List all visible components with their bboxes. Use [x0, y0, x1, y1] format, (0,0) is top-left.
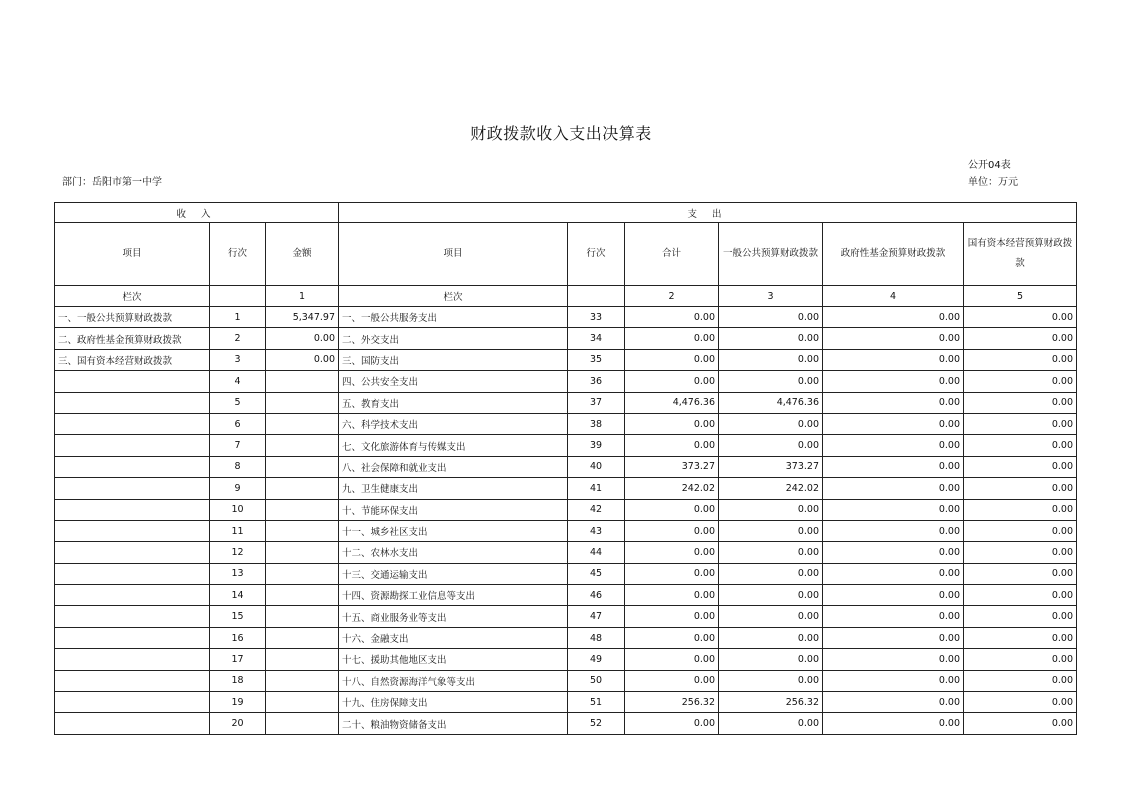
income-row-no-cell: 9 [210, 478, 266, 499]
expense-row-no-cell: 47 [568, 606, 625, 627]
table-row [55, 307, 1077, 328]
table-row [55, 585, 1077, 606]
table-row [55, 478, 1077, 499]
total-cell: 0.00 [625, 649, 719, 670]
expense-index-label: 栏次 [339, 286, 568, 307]
income-amount-cell [266, 456, 339, 477]
general-budget-cell: 0.00 [719, 499, 823, 520]
state-capital-cell: 0.00 [964, 371, 1077, 392]
income-item-cell: 三、国有资本经营财政拨款 [55, 349, 210, 370]
expense-item-cell: 五、教育支出 [339, 392, 568, 413]
total-cell: 0.00 [625, 606, 719, 627]
total-cell: 0.00 [625, 713, 719, 734]
income-item-cell [55, 627, 210, 648]
income-section-header: 收 入 [55, 203, 339, 223]
income-row-no-cell: 4 [210, 371, 266, 392]
section-header-row [55, 203, 1077, 223]
gov-fund-cell: 0.00 [823, 627, 964, 648]
expense-row-no-cell: 38 [568, 413, 625, 434]
total-cell: 373.27 [625, 456, 719, 477]
income-amount-index: 1 [266, 286, 339, 307]
expense-row-no-cell: 41 [568, 478, 625, 499]
gov-fund-cell: 0.00 [823, 713, 964, 734]
income-row-no-cell: 2 [210, 328, 266, 349]
general-budget-cell: 0.00 [719, 371, 823, 392]
general-budget-cell: 0.00 [719, 413, 823, 434]
table-row [55, 713, 1077, 734]
general-budget-cell: 4,476.36 [719, 392, 823, 413]
table-row [55, 499, 1077, 520]
income-row-no-header: 行次 [210, 223, 266, 286]
state-capital-cell: 0.00 [964, 478, 1077, 499]
gov-fund-cell: 0.00 [823, 392, 964, 413]
total-cell: 4,476.36 [625, 392, 719, 413]
column-header-row [55, 223, 1077, 286]
gov-fund-cell: 0.00 [823, 328, 964, 349]
income-item-header: 项目 [55, 223, 210, 286]
income-row-no-cell: 7 [210, 435, 266, 456]
income-amount-cell: 0.00 [266, 349, 339, 370]
income-item-cell [55, 435, 210, 456]
table-row [55, 456, 1077, 477]
table-row [55, 435, 1077, 456]
income-row-no-cell: 6 [210, 413, 266, 434]
state-capital-cell: 0.00 [964, 563, 1077, 584]
income-row-no-cell: 19 [210, 692, 266, 713]
income-amount-cell [266, 435, 339, 456]
income-item-cell [55, 563, 210, 584]
income-item-cell [55, 649, 210, 670]
gov-fund-cell: 0.00 [823, 371, 964, 392]
gov-fund-cell: 0.00 [823, 456, 964, 477]
expense-item-cell: 七、文化旅游体育与传媒支出 [339, 435, 568, 456]
gov-fund-cell: 0.00 [823, 649, 964, 670]
expense-row-no-cell: 44 [568, 542, 625, 563]
table-row [55, 649, 1077, 670]
income-amount-cell [266, 542, 339, 563]
total-cell: 242.02 [625, 478, 719, 499]
income-item-cell [55, 520, 210, 541]
income-amount-cell: 5,347.97 [266, 307, 339, 328]
general-budget-index: 3 [719, 286, 823, 307]
state-capital-cell: 0.00 [964, 585, 1077, 606]
gov-fund-cell: 0.00 [823, 692, 964, 713]
expense-row-no-cell: 52 [568, 713, 625, 734]
total-cell: 0.00 [625, 349, 719, 370]
income-row-no-cell: 14 [210, 585, 266, 606]
state-capital-cell: 0.00 [964, 627, 1077, 648]
income-item-cell [55, 499, 210, 520]
expense-item-cell: 十四、资源勘探工业信息等支出 [339, 585, 568, 606]
income-amount-cell [266, 627, 339, 648]
income-item-cell: 二、政府性基金预算财政拨款 [55, 328, 210, 349]
general-budget-header: 一般公共预算财政拨款 [719, 223, 823, 286]
state-capital-cell: 0.00 [964, 349, 1077, 370]
income-amount-header: 金额 [266, 223, 339, 286]
table-row [55, 542, 1077, 563]
gov-fund-cell: 0.00 [823, 585, 964, 606]
income-amount-cell [266, 371, 339, 392]
expense-row-no-cell: 49 [568, 649, 625, 670]
expense-row-no-cell: 43 [568, 520, 625, 541]
income-row-no-cell: 10 [210, 499, 266, 520]
expense-row-no-cell: 51 [568, 692, 625, 713]
expense-item-cell: 三、国防支出 [339, 349, 568, 370]
income-item-cell [55, 371, 210, 392]
expense-item-cell: 十八、自然资源海洋气象等支出 [339, 670, 568, 691]
expense-section-header: 支 出 [339, 203, 1077, 223]
income-row-index [210, 286, 266, 307]
table-row [55, 563, 1077, 584]
state-capital-cell: 0.00 [964, 456, 1077, 477]
general-budget-cell: 0.00 [719, 328, 823, 349]
income-row-no-cell: 5 [210, 392, 266, 413]
table-row [55, 692, 1077, 713]
table-row [55, 606, 1077, 627]
state-capital-cell: 0.00 [964, 692, 1077, 713]
general-budget-cell: 242.02 [719, 478, 823, 499]
expense-item-cell: 四、公共安全支出 [339, 371, 568, 392]
gov-fund-cell: 0.00 [823, 413, 964, 434]
state-capital-cell: 0.00 [964, 307, 1077, 328]
state-capital-cell: 0.00 [964, 499, 1077, 520]
table-row [55, 328, 1077, 349]
table-row [55, 627, 1077, 648]
expense-row-no-cell: 37 [568, 392, 625, 413]
general-budget-cell: 373.27 [719, 456, 823, 477]
general-budget-cell: 0.00 [719, 349, 823, 370]
expense-row-no-cell: 50 [568, 670, 625, 691]
income-item-cell [55, 413, 210, 434]
expense-row-no-cell: 48 [568, 627, 625, 648]
expense-row-no-cell: 42 [568, 499, 625, 520]
form-number: 公开04表 [968, 160, 1011, 171]
general-budget-cell: 0.00 [719, 520, 823, 541]
income-row-no-cell: 20 [210, 713, 266, 734]
total-cell: 0.00 [625, 542, 719, 563]
gov-fund-cell: 0.00 [823, 563, 964, 584]
income-row-no-cell: 3 [210, 349, 266, 370]
expense-row-index [568, 286, 625, 307]
expense-row-no-cell: 36 [568, 371, 625, 392]
state-capital-cell: 0.00 [964, 713, 1077, 734]
income-item-cell [55, 606, 210, 627]
total-cell: 0.00 [625, 585, 719, 606]
income-amount-cell [266, 392, 339, 413]
income-amount-cell [266, 563, 339, 584]
state-capital-cell: 0.00 [964, 413, 1077, 434]
income-amount-cell [266, 585, 339, 606]
state-capital-cell: 0.00 [964, 328, 1077, 349]
expense-item-cell: 十六、金融支出 [339, 627, 568, 648]
expense-row-no-cell: 40 [568, 456, 625, 477]
report-title: 财政拨款收入支出决算表 [470, 124, 652, 143]
total-cell: 0.00 [625, 413, 719, 434]
gov-fund-cell: 0.00 [823, 520, 964, 541]
expense-item-cell: 十一、城乡社区支出 [339, 520, 568, 541]
income-row-no-cell: 13 [210, 563, 266, 584]
gov-fund-cell: 0.00 [823, 670, 964, 691]
expense-row-no-cell: 39 [568, 435, 625, 456]
gov-fund-cell: 0.00 [823, 478, 964, 499]
expense-item-cell: 十五、商业服务业等支出 [339, 606, 568, 627]
income-item-cell [55, 670, 210, 691]
total-cell: 0.00 [625, 435, 719, 456]
income-amount-cell [266, 606, 339, 627]
expense-row-no-cell: 34 [568, 328, 625, 349]
gov-fund-cell: 0.00 [823, 349, 964, 370]
expense-item-cell: 八、社会保障和就业支出 [339, 456, 568, 477]
gov-fund-cell: 0.00 [823, 542, 964, 563]
income-item-cell [55, 585, 210, 606]
income-amount-cell [266, 692, 339, 713]
general-budget-cell: 0.00 [719, 627, 823, 648]
income-amount-cell [266, 670, 339, 691]
expense-item-cell: 十二、农林水支出 [339, 542, 568, 563]
income-amount-cell [266, 478, 339, 499]
state-capital-header: 国有资本经营预算财政拨款 [964, 223, 1077, 286]
general-budget-cell: 0.00 [719, 606, 823, 627]
expense-item-cell: 二十、粮油物资储备支出 [339, 713, 568, 734]
general-budget-cell: 0.00 [719, 542, 823, 563]
total-cell: 0.00 [625, 670, 719, 691]
income-amount-cell [266, 713, 339, 734]
gov-fund-header: 政府性基金预算财政拨款 [823, 223, 964, 286]
department-label: 部门：岳阳市第一中学 [62, 177, 162, 188]
general-budget-cell: 0.00 [719, 563, 823, 584]
expense-item-cell: 十三、交通运输支出 [339, 563, 568, 584]
expense-item-cell: 九、卫生健康支出 [339, 478, 568, 499]
income-amount-cell [266, 499, 339, 520]
income-row-no-cell: 16 [210, 627, 266, 648]
state-capital-cell: 0.00 [964, 649, 1077, 670]
gov-fund-cell: 0.00 [823, 435, 964, 456]
income-item-cell [55, 692, 210, 713]
total-cell: 0.00 [625, 627, 719, 648]
total-cell: 0.00 [625, 520, 719, 541]
total-cell: 256.32 [625, 692, 719, 713]
expense-item-cell: 六、科学技术支出 [339, 413, 568, 434]
state-capital-cell: 0.00 [964, 542, 1077, 563]
expense-item-cell: 一、一般公共服务支出 [339, 307, 568, 328]
column-index-row [55, 286, 1077, 307]
state-capital-cell: 0.00 [964, 670, 1077, 691]
table-row [55, 371, 1077, 392]
expense-row-no-cell: 33 [568, 307, 625, 328]
expense-item-cell: 二、外交支出 [339, 328, 568, 349]
expense-row-no-header: 行次 [568, 223, 625, 286]
income-row-no-cell: 17 [210, 649, 266, 670]
table-row [55, 392, 1077, 413]
total-cell: 0.00 [625, 328, 719, 349]
state-capital-index: 5 [964, 286, 1077, 307]
income-item-cell: 一、一般公共预算财政拨款 [55, 307, 210, 328]
total-cell: 0.00 [625, 499, 719, 520]
income-item-cell [55, 392, 210, 413]
income-row-no-cell: 15 [210, 606, 266, 627]
income-item-cell [55, 713, 210, 734]
income-item-cell [55, 478, 210, 499]
general-budget-cell: 0.00 [719, 649, 823, 670]
unit-label: 单位：万元 [968, 177, 1018, 188]
expense-row-no-cell: 46 [568, 585, 625, 606]
income-amount-cell: 0.00 [266, 328, 339, 349]
total-cell: 0.00 [625, 307, 719, 328]
income-index-label: 栏次 [55, 286, 210, 307]
state-capital-cell: 0.00 [964, 435, 1077, 456]
income-row-no-cell: 11 [210, 520, 266, 541]
income-item-cell [55, 456, 210, 477]
expense-item-header: 项目 [339, 223, 568, 286]
total-cell: 0.00 [625, 371, 719, 392]
expense-item-cell: 十、节能环保支出 [339, 499, 568, 520]
income-item-cell [55, 542, 210, 563]
income-row-no-cell: 8 [210, 456, 266, 477]
expense-item-cell: 十九、住房保障支出 [339, 692, 568, 713]
total-cell: 0.00 [625, 563, 719, 584]
gov-fund-index: 4 [823, 286, 964, 307]
table-row [55, 520, 1077, 541]
income-amount-cell [266, 649, 339, 670]
expense-row-no-cell: 35 [568, 349, 625, 370]
expense-row-no-cell: 45 [568, 563, 625, 584]
income-row-no-cell: 1 [210, 307, 266, 328]
general-budget-cell: 0.00 [719, 435, 823, 456]
general-budget-cell: 0.00 [719, 585, 823, 606]
state-capital-cell: 0.00 [964, 392, 1077, 413]
gov-fund-cell: 0.00 [823, 606, 964, 627]
total-index: 2 [625, 286, 719, 307]
income-amount-cell [266, 413, 339, 434]
income-row-no-cell: 12 [210, 542, 266, 563]
income-row-no-cell: 18 [210, 670, 266, 691]
total-header: 合计 [625, 223, 719, 286]
expense-item-cell: 十七、援助其他地区支出 [339, 649, 568, 670]
gov-fund-cell: 0.00 [823, 499, 964, 520]
state-capital-cell: 0.00 [964, 606, 1077, 627]
gov-fund-cell: 0.00 [823, 307, 964, 328]
general-budget-cell: 256.32 [719, 692, 823, 713]
state-capital-cell: 0.00 [964, 520, 1077, 541]
general-budget-cell: 0.00 [719, 713, 823, 734]
general-budget-cell: 0.00 [719, 307, 823, 328]
income-amount-cell [266, 520, 339, 541]
table-row [55, 670, 1077, 691]
table-row [55, 413, 1077, 434]
table-row [55, 349, 1077, 370]
general-budget-cell: 0.00 [719, 670, 823, 691]
appropriation-table [54, 202, 1077, 735]
